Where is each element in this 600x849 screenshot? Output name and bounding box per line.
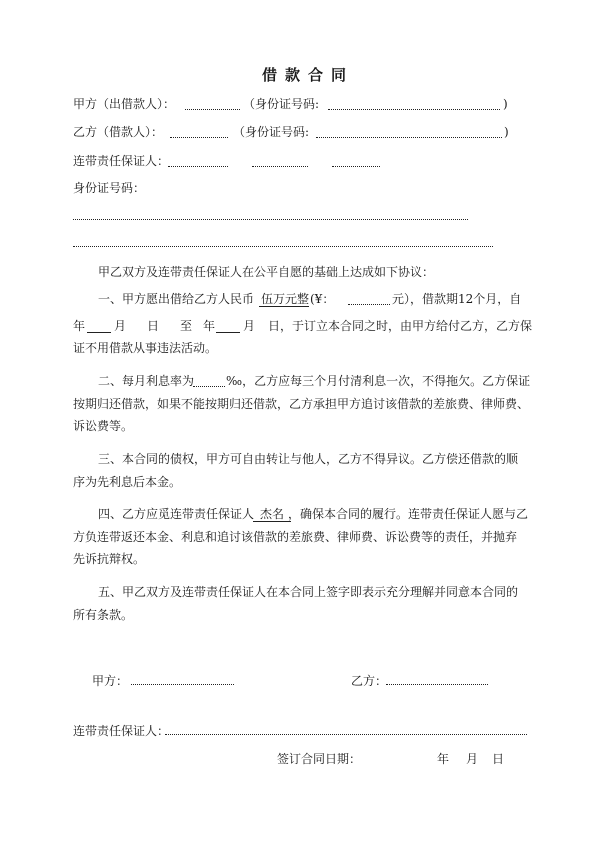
- clause-1-amount-underline: [259, 306, 309, 307]
- clause-1-year-1: 年: [73, 319, 86, 333]
- clause-4-guarantor-name: 杰名: [260, 507, 285, 521]
- clause-1-text-d: 日，于订立本合同之时，由甲方给付乙方，乙方保: [268, 319, 533, 333]
- guarantor-field-2[interactable]: [252, 166, 308, 167]
- clause-1-text-e: 证不用借款从事违法活动。: [73, 341, 218, 355]
- clause-1-text-c: 元），借款期12个月，自: [392, 292, 522, 306]
- party-a-close-paren: ): [503, 97, 508, 111]
- clause-1-month-2: 月: [243, 319, 256, 333]
- intro-text: 甲乙双方及连带责任保证人在公平自愿的基础上达成如下协议：: [98, 265, 435, 279]
- signing-date-month: 月: [466, 752, 479, 766]
- clause-1-amount: 伍万元整: [261, 292, 310, 306]
- party-b-label: 乙方（借款人）：: [73, 125, 164, 139]
- clause-1-text-a: 一、甲方愿出借给乙方人民币: [98, 292, 255, 306]
- party-a-id-field[interactable]: [328, 109, 500, 110]
- id-label: 身份证号码：: [73, 181, 146, 195]
- clause-1-figure-field[interactable]: [348, 304, 390, 305]
- party-a-name-field[interactable]: [185, 109, 240, 110]
- clause-1-to: 至: [180, 319, 193, 333]
- guarantor-label: 连带责任保证人：: [73, 154, 170, 168]
- signing-date-label: 签订合同日期：: [277, 752, 362, 766]
- id-field-1[interactable]: [73, 219, 468, 220]
- clause-1-month-2-blank[interactable]: [216, 332, 240, 333]
- party-b-name-field[interactable]: [170, 137, 228, 138]
- clause-4-text-b: ，确保本合同的履行。连带责任保证人愿与乙: [288, 507, 529, 521]
- clause-1-day-1: 日: [147, 319, 160, 333]
- guarantor-field-1[interactable]: [168, 166, 228, 167]
- clause-5-text-a: 五、甲乙双方及连带责任保证人在本合同上签字即表示充分理解并同意本合同的: [98, 585, 519, 599]
- party-a-label: 甲方（出借款人）：: [73, 97, 176, 111]
- party-b-id-label: （身份证号码:: [233, 125, 310, 139]
- clause-4-text-d: 先诉抗辩权。: [73, 552, 146, 566]
- clause-2-text-b: ‰，乙方应每三个月付清利息一次，不得拖欠。乙方保证: [226, 374, 531, 388]
- party-b-id-field[interactable]: [316, 137, 502, 138]
- party-a-id-label: （身份证号码:: [243, 97, 320, 111]
- clause-1-month-1-blank[interactable]: [87, 332, 111, 333]
- party-b-close-paren: ): [504, 125, 509, 139]
- clause-4-name-underline: [253, 521, 291, 522]
- clause-4-text-a: 四、乙方应觅连带责任保证人: [98, 507, 255, 521]
- signature-party-a-label: 甲方：: [92, 674, 129, 688]
- document-title: 借款合同: [262, 66, 355, 84]
- clause-2-text-c: 按期归还借款，如果不能按期归还借款，乙方承担甲方追讨该借款的差旅费、律师费、: [73, 397, 530, 411]
- signature-party-b-field[interactable]: [386, 684, 488, 685]
- clause-4-text-c: 方负连带返还本金、利息和追讨该借款的差旅费、律师费、诉讼费等的责任，并抛弃: [73, 530, 518, 544]
- signature-guarantor-field[interactable]: [165, 734, 527, 735]
- signature-guarantor-label: 连带责任保证人：: [73, 724, 170, 738]
- clause-2-text-a: 二、每月利息率为: [98, 374, 195, 388]
- clause-1-month-1: 月: [114, 319, 127, 333]
- id-field-2[interactable]: [73, 246, 493, 247]
- signature-party-a-field[interactable]: [131, 684, 234, 685]
- clause-2-text-d: 诉讼费等。: [73, 419, 134, 433]
- clause-3-text-a: 三、本合同的债权，甲方可自由转让与他人，乙方不得异议。乙方偿还借款的顺: [98, 452, 519, 466]
- signing-date-year: 年: [437, 752, 450, 766]
- clause-1-year-2: 年: [203, 319, 216, 333]
- clause-5-text-b: 所有条款。: [73, 608, 134, 622]
- clause-1-text-b: (¥：: [310, 292, 335, 306]
- clause-3-text-b: 序为先利息后本金。: [73, 475, 182, 489]
- guarantor-field-3[interactable]: [332, 166, 380, 167]
- signing-date-day: 日: [492, 752, 505, 766]
- signature-party-b-label: 乙方：: [351, 674, 388, 688]
- clause-2-rate-field[interactable]: [193, 386, 225, 387]
